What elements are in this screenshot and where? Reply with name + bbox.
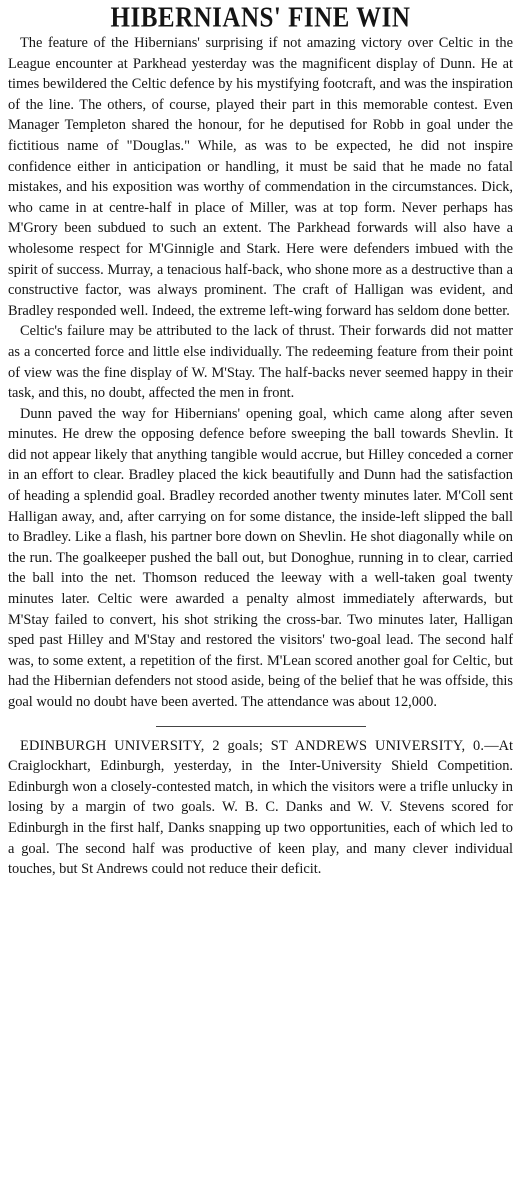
report-heading: EDINBURGH UNIVERSITY, 2 goals; ST ANDREWS UNIVERSITY, 0. xyxy=(20,737,485,754)
article-paragraph: Celtic's failure may be attributed to the lack of thrust. Their forwards did not matter as a concerted force and little else individually. The redeeming feature from their point of view was the fine display of W. M'Stay. The half-backs never seemed happy in their task, and this, no doubt, affected the men in front. xyxy=(8,323,513,402)
article-headline: HIBERNIANS' FINE WIN xyxy=(110,2,411,34)
section-divider xyxy=(156,726,366,727)
report-body: —At Craiglockhart, Edinburgh, yesterday, in the Inter-University Shield Competition. Edinburgh won a closely-contested match, in which the visitors were a trifle unlucky in losing by a margin of two goals. W. B. C. Danks and W. V. Stevens scored for Edinburgh in the first half, Danks snapping up two opportunities, each of which led to a goal. The second half was productive of keen play, and many clever individual touches, but St Andrews could not reduce their deficit. xyxy=(8,737,513,878)
article-paragraph: Dunn paved the way for Hibernians' opening goal, which came along after seven minutes. He drew the opposing defence before sweeping the ball towards Shevlin. It did not appear likely that anything tangible would accrue, but Hilley conceded a corner in an effort to clear. Bradley placed the kick beautifully and Dunn had the satisfaction of heading a splendid goal. Bradley recorded another twenty minutes later. M'Coll sent Halligan away, and, after carrying on for some distance, the inside-left slipped the ball to Bradley. Like a flash, his partner bore down on Shevlin. He shot diagonally while on the run. The goalkeeper pushed the ball out, but Donoghue, running in to clear, carried the ball into the net. Thomson reduced the leeway with a well-taken goal twenty minutes later. Celtic were awarded a penalty almost immediately afterwards, but M'Stay failed to convert, his shot striking the cross-bar. Two minutes later, Halligan sped past Hilley and M'Stay and restored the visitors' two-goal lead. The second half was, to some extent, a repetition of the first. M'Lean scored another goal for Celtic, but had the Hibernian defenders not stood aside, being of the belief that he was offside, this goal would no doubt have been averted. The attendance was about 12,000. xyxy=(8,405,513,710)
university-match-report xyxy=(8,736,513,880)
article-paragraph: The feature of the Hibernians' surprising if not amazing victory over Celtic in the League encounter at Parkhead yesterday was the magnificent display of Dunn. He at times bewildered the Celtic defence by his mystifying footcraft, and was the inspiration of the line. The others, of course, played their part in this memorable contest. Even Manager Templeton shared the honour, for he deputised for Robb in goal under the fictitious name of "Douglas." While, as was to be expected, he did not inspire confidence either in anticipation or handling, it must be said that he made no fatal mistakes, and his exposition was worthy of commendation in the circumstances. Dick, who came in at centre-half in place of Miller, was at top form. Never perhaps has M'Grory been subdued to such an extent. The Parkhead forwards will also have a wholesome respect for M'Ginnigle and Stark. Here were defenders imbued with the spirit of success. Murray, a tenacious half-back, who shone more as a destructive than a constructive factor, was always prominent. The craft of Halligan was evident, and Bradley responded well. Indeed, the extreme left-wing forward has seldom done better. xyxy=(8,35,513,319)
